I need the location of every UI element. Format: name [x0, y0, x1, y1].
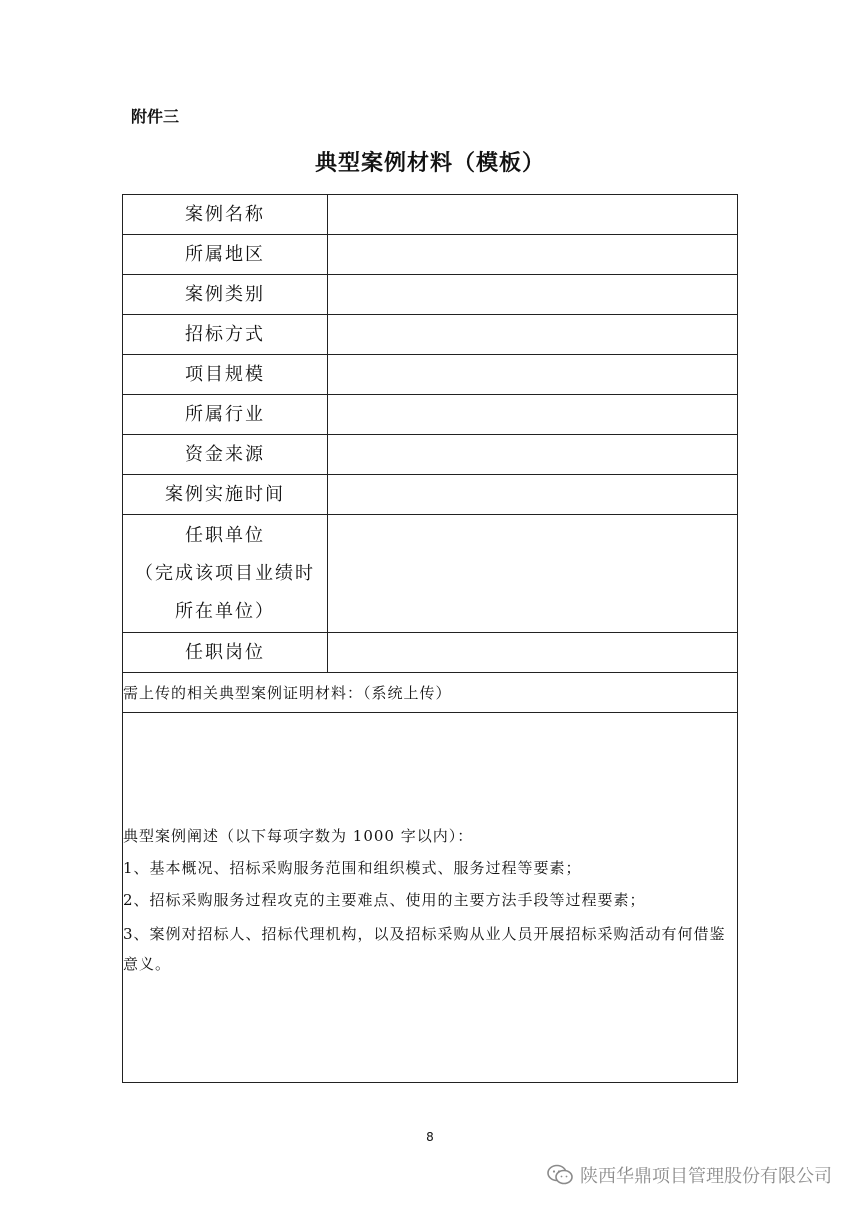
field-label: 任职岗位 [123, 633, 328, 673]
attachment-label: 附件三 [131, 107, 180, 126]
description-intro: 典型案例阐述（以下每项字数为 1000 字以内）： [123, 826, 474, 845]
watermark [546, 1162, 832, 1188]
watermark-text: 陕西华鼎项目管理股份有限公司 [580, 1166, 832, 1187]
form-row-employer [123, 515, 738, 633]
field-label: 案例类别 [123, 275, 328, 315]
field-label: 所属行业 [123, 395, 328, 435]
form-row-upload [123, 673, 738, 713]
description-cell [123, 713, 738, 1083]
form-row-position [123, 633, 738, 673]
description-item: 1、基本概况、招标采购服务范围和组织模式、服务过程等要素； [123, 858, 582, 877]
form-row-implementation-time [123, 475, 738, 515]
field-value-cell [328, 633, 738, 673]
form-row-project-scale [123, 355, 738, 395]
field-value-cell [328, 195, 738, 235]
document-title: 典型案例材料（模板） [314, 151, 545, 176]
field-value-cell [328, 315, 738, 355]
employer-label-line: 所在单位） [175, 600, 275, 622]
field-label: 资金来源 [123, 435, 328, 475]
form-row-category [123, 275, 738, 315]
field-label-employer [123, 515, 328, 633]
form-row-funding-source [123, 435, 738, 475]
wechat-icon [546, 1163, 574, 1187]
form-row-industry [123, 395, 738, 435]
form-row-bid-method [123, 315, 738, 355]
description-item: 3、案例对招标人、招标代理机构，以及招标采购从业人员开展招标采购活动有何借鉴意义。 [123, 924, 726, 973]
field-label: 案例名称 [123, 195, 328, 235]
field-label: 招标方式 [123, 315, 328, 355]
form-row-region [123, 235, 738, 275]
upload-note: 需上传的相关典型案例证明材料：（系统上传） [123, 673, 738, 713]
field-label: 案例实施时间 [123, 475, 328, 515]
field-value-cell [328, 355, 738, 395]
field-value-cell [328, 275, 738, 315]
page-number: 8 [426, 1130, 434, 1144]
case-form-table [122, 194, 738, 1083]
employer-label-line: （完成该项目业绩时 [135, 562, 315, 584]
description-item: 2、招标采购服务过程攻克的主要难点、使用的主要方法手段等过程要素； [123, 890, 646, 909]
employer-label-line: 任职单位 [185, 524, 265, 546]
field-value-cell [328, 515, 738, 633]
field-label: 项目规模 [123, 355, 328, 395]
form-row-case-name [123, 195, 738, 235]
field-value-cell [328, 435, 738, 475]
field-value-cell [328, 475, 738, 515]
field-label: 所属地区 [123, 235, 328, 275]
field-value-cell [328, 235, 738, 275]
form-row-description [123, 713, 738, 1083]
field-value-cell [328, 395, 738, 435]
